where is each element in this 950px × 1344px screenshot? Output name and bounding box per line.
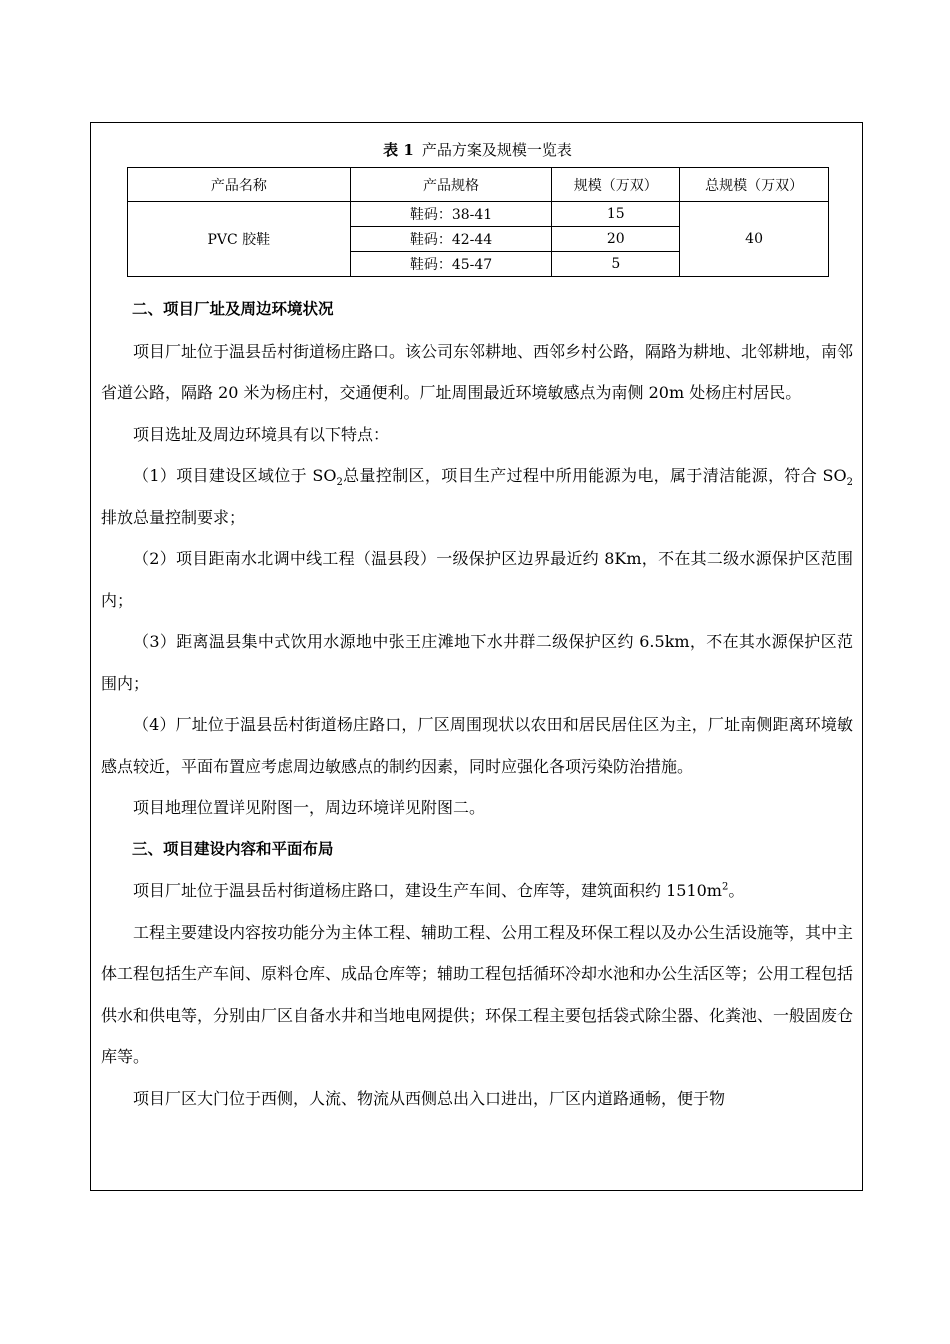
table-caption-text: 产品方案及规模一览表 xyxy=(421,141,572,159)
paragraph: （4）厂址位于温县岳村街道杨庄路口，厂区周围现状以农田和居民居住区为主，厂址南侧距离环境敏感点较近，平面布置应考虑周边敏感点的制约因素，同时应强化各项污染防治措施。 xyxy=(101,715,853,776)
text-span: 排放总量控制要求； xyxy=(101,507,246,527)
subscript: 2 xyxy=(336,477,343,489)
body-text xyxy=(101,289,853,1119)
text-span: （1）项目建设区域位于 SO xyxy=(133,466,337,485)
header-total-scale: 总规模（万双） xyxy=(680,168,829,202)
total-scale-cell: 40 xyxy=(680,202,829,277)
paragraph: 项目厂区大门位于西侧，人流、物流从西侧总出入口进出，厂区内道路通畅，便于物 xyxy=(133,1088,726,1108)
header-product-spec: 产品规格 xyxy=(350,168,552,202)
spec-cell: 鞋码：38-41 xyxy=(350,202,552,227)
scale-cell: 20 xyxy=(552,227,680,252)
table-header-row xyxy=(128,168,829,202)
paragraph: 工程主要建设内容按功能分为主体工程、辅助工程、公用工程及环保工程以及办公生活设施等，其中主体工程包括生产车间、原料仓库、成品仓库等；辅助工程包括循环冷却水池和办公生活区等；公用工程包括供水和供电等，分别由厂区自备水井和当地电网提供；环保工程主要包括袋式除尘器、化粪池、一般固废仓库等。 xyxy=(101,922,854,1066)
table-caption xyxy=(91,140,864,160)
scale-cell: 5 xyxy=(552,252,680,277)
text-span: 总量控制区，项目生产过程中所用能源为电，属于清洁能源，符合 SO xyxy=(342,466,847,485)
paragraph: 项目地理位置详见附图一，周边环境详见附图二。 xyxy=(133,798,486,817)
content-frame xyxy=(90,122,863,1191)
paragraph xyxy=(101,455,853,538)
spec-cell: 鞋码：45-47 xyxy=(350,252,552,277)
table-caption-number: 表 1 xyxy=(383,141,414,159)
section-3-title: 三、项目建设内容和平面布局 xyxy=(132,839,334,858)
paragraph: 项目厂址位于温县岳村街道杨庄路口。该公司东邻耕地、西邻乡村公路，隔路为耕地、北邻耕地，南邻省道公路，隔路 20 米为杨庄村，交通便利。厂址周围最近环境敏感点为南侧 20m 处杨庄村居民。 xyxy=(101,341,854,402)
header-product-name: 产品名称 xyxy=(128,168,351,202)
paragraph xyxy=(101,870,853,912)
superscript: 2 xyxy=(721,881,729,893)
text-span: 项目厂址位于温县岳村街道杨庄路口，建设生产车间、仓库等，建筑面积约 1510m xyxy=(133,881,722,900)
paragraph: 项目选址及周边环境具有以下特点： xyxy=(133,424,390,444)
scale-cell: 15 xyxy=(552,202,680,227)
text-span: 。 xyxy=(728,881,745,900)
paragraph: （3）距离温县集中式饮用水源地中张王庄滩地下水井群二级保护区约 6.5km，不在其水源保护区范围内； xyxy=(101,632,853,693)
header-scale: 规模（万双） xyxy=(552,168,680,202)
product-table xyxy=(127,167,829,277)
product-name-cell: PVC 胶鞋 xyxy=(128,202,351,277)
spec-cell: 鞋码：42-44 xyxy=(350,227,552,252)
paragraph: （2）项目距南水北调中线工程（温县段）一级保护区边界最近约 8Km，不在其二级水源保护区范围内； xyxy=(101,549,853,610)
subscript: 2 xyxy=(846,477,853,489)
section-2-title: 二、项目厂址及周边环境状况 xyxy=(132,300,334,318)
table-row xyxy=(128,202,829,227)
